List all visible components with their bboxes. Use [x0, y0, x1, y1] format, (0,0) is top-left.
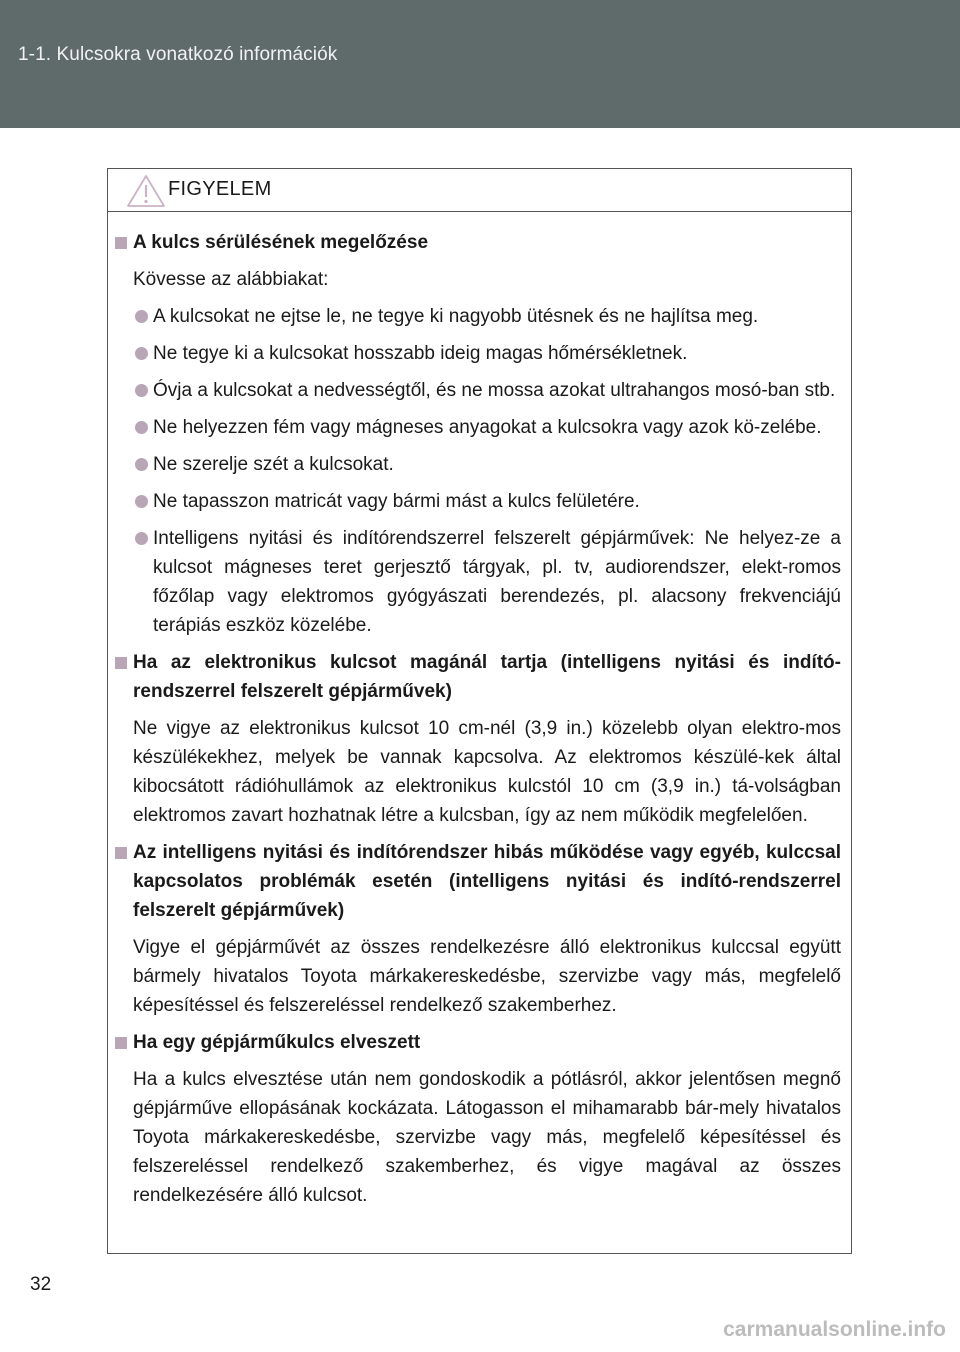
circle-bullet-icon	[135, 458, 148, 471]
circle-bullet-icon	[135, 310, 148, 323]
section-intro: Kövesse az alábbiakat:	[133, 269, 329, 290]
section-title: 1-1. Kulcsokra vonatkozó információk	[18, 44, 338, 65]
page-header	[0, 0, 960, 128]
list-item: A kulcsokat ne ejtse le, ne tegye ki nagyobb ütésnek és ne hajlítsa meg.	[115, 302, 841, 331]
section-heading: Ha az elektronikus kulcsot magánál tartja (intelligens nyitási és indító-rendszerrel felszerelt gépjárművek)	[115, 648, 841, 706]
page-number: 32	[30, 1274, 52, 1295]
list-item: Intelligens nyitási és indítórendszerrel felszerelt gépjárművek: Ne helyez-ze a kulcsot mágneses teret gerjesztő tárgyak, pl. tv, audiorendszer, elekt-romos főzőlap vagy elektromos gyógyászati berendezés, pl. alacsony frekvenciájú terápiás eszköz közelébe.	[115, 524, 841, 640]
section-body: Vigye el gépjárművét az összes rendelkezésre álló elektronikus kulccsal együtt bármely hivatalos Toyota márkakereskedésbe, szervizbe vagy más, megfelelő képesítéssel és felszereléssel rendelkező szakemberhez.	[133, 937, 841, 1016]
square-bullet-icon	[115, 1037, 127, 1049]
section-heading: Az intelligens nyitási és indítórendszer hibás működése vagy egyéb, kulccsal kapcsolatos problémák esetén (intelligens nyitási és indító-rendszerrel felszerelt gépjárművek)	[115, 838, 841, 925]
list-item: Ne tegye ki a kulcsokat hosszabb ideig magas hőmérsékletnek.	[115, 339, 841, 368]
circle-bullet-icon	[135, 495, 148, 508]
list-item: Óvja a kulcsokat a nedvességtől, és ne mossa azokat ultrahangos mosó-ban stb.	[115, 376, 841, 405]
list-item: Ne helyezzen fém vagy mágneses anyagokat a kulcsokra vagy azok kö-zelébe.	[115, 413, 841, 442]
square-bullet-icon	[115, 657, 127, 669]
warning-title: FIGYELEM	[168, 178, 272, 200]
watermark: carmanualsonline.info	[723, 1318, 946, 1341]
warning-triangle-icon	[126, 174, 166, 208]
list-item: Ne tapasszon matricát vagy bármi mást a kulcs felületére.	[115, 487, 841, 516]
section-body: Ne vigye az elektronikus kulcsot 10 cm-nél (3,9 in.) közelebb olyan elektro-mos készülékekhez, melyek be vannak kapcsolva. Az elektromos készülé-kek által kibocsátott rádióhullámok az elektronikus kulcstól 10 cm (3,9 in.) tá-volságban elektromos zavart hozhatnak létre a kulcsban, így az nem működik megfelelően.	[133, 718, 841, 826]
circle-bullet-icon	[135, 421, 148, 434]
warning-box	[107, 168, 852, 1254]
circle-bullet-icon	[135, 347, 148, 360]
section-heading: Ha egy gépjárműkulcs elveszett	[115, 1028, 841, 1057]
warning-header	[108, 169, 851, 212]
square-bullet-icon	[115, 847, 127, 859]
circle-bullet-icon	[135, 384, 148, 397]
circle-bullet-icon	[135, 532, 148, 545]
section-heading: A kulcs sérülésének megelőzése	[115, 228, 841, 257]
list-item: Ne szerelje szét a kulcsokat.	[115, 450, 841, 479]
square-bullet-icon	[115, 237, 127, 249]
section-body: Ha a kulcs elvesztése után nem gondoskodik a pótlásról, akkor jelentősen megnő gépjárműve ellopásának kockázata. Látogasson el mihamarabb bár-mely hivatalos Toyota márkakereskedésbe, szervizbe vagy más, megfelelő képesítéssel és felszereléssel rendelkező szakemberhez, és vigye magával az összes rendelkezésére álló kulcsot.	[133, 1069, 841, 1206]
warning-body	[108, 212, 851, 1210]
